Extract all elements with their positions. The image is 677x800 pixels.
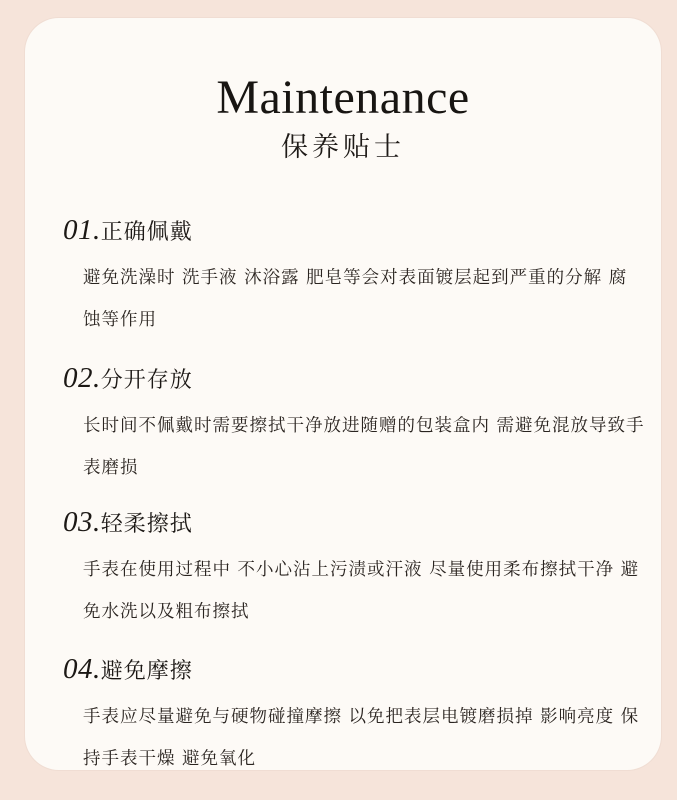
tip-title: 分开存放 xyxy=(100,368,193,393)
tip-section-1 xyxy=(63,213,643,341)
tip-section-2 xyxy=(63,361,643,489)
tip-number: 04. xyxy=(63,653,101,685)
tip-heading-3 xyxy=(63,505,643,539)
tip-title: 正确佩戴 xyxy=(100,220,193,245)
page-subtitle: 保养贴士 xyxy=(281,132,405,163)
tip-title: 避免摩擦 xyxy=(100,659,193,684)
tip-section-3 xyxy=(63,505,643,633)
tip-body: 长时间不佩戴时需要擦拭干净放进随赠的包装盒内 需避免混放导致手表磨损 xyxy=(83,416,645,478)
tip-number: 02. xyxy=(63,362,101,394)
tip-body: 手表应尽量避免与硬物碰撞摩擦 以免把表层电镀磨损掉 影响亮度 保持手表干燥 避免氧化 xyxy=(83,707,640,769)
tip-body: 手表在使用过程中 不小心沾上污渍或汗液 尽量使用柔布擦拭干净 避免水洗以及粗布擦拭 xyxy=(83,560,640,622)
tip-heading-2 xyxy=(63,361,643,395)
tip-body: 避免洗澡时 洗手液 沐浴露 肥皂等会对表面镀层起到严重的分解 腐蚀等作用 xyxy=(83,268,628,330)
page-title: Maintenance xyxy=(216,71,470,124)
tip-section-4 xyxy=(63,652,643,780)
maintenance-card xyxy=(25,18,661,770)
tip-heading-1 xyxy=(63,213,643,247)
tip-title: 轻柔擦拭 xyxy=(100,512,193,537)
tip-number: 01. xyxy=(63,214,101,246)
tip-number: 03. xyxy=(63,506,101,538)
tip-heading-4 xyxy=(63,652,643,686)
